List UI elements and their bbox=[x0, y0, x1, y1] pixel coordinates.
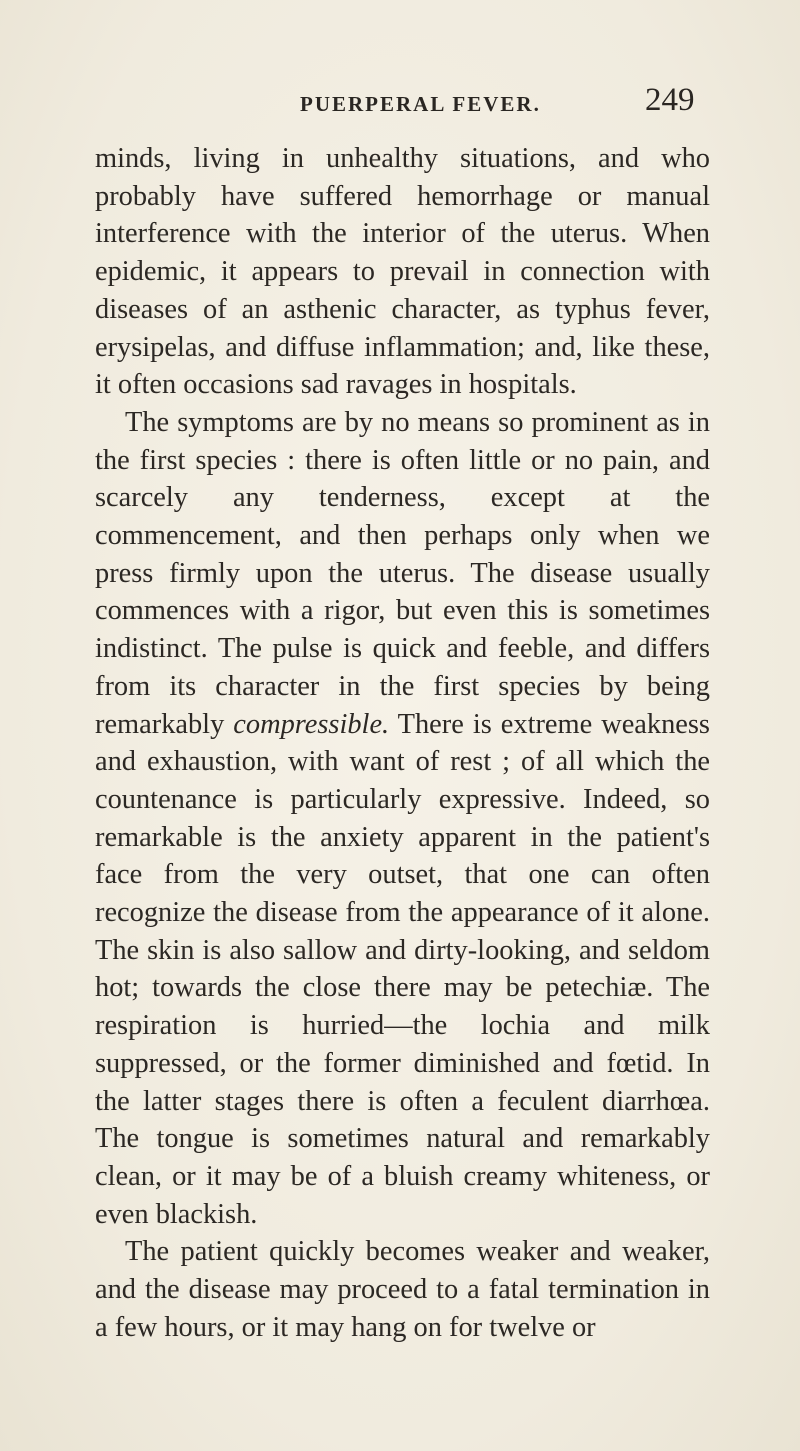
page-number: 249 bbox=[645, 82, 695, 118]
emphasis-compressible: compressible. bbox=[233, 708, 390, 740]
paragraph-symptoms-text-before: The symptoms are by no means so prominent as in the first species : there is often little or no pain, and scarcely any tenderness, except at the commencement, and then perhaps only when we press firmly upon the uterus. The disease usually commences with a rigor, but even this is sometimes indistinct. The pulse is quick and feeble, and differs from its character in the first species by being remarkably bbox=[95, 406, 710, 740]
paragraph-prognosis: The patient quickly becomes weaker and weaker, and the disease may proceed to a fatal termination in a few hours, or it may hang on for twelve or bbox=[95, 1236, 710, 1343]
page-header bbox=[60, 80, 740, 130]
paragraph-symptoms bbox=[95, 404, 710, 1233]
paragraph-continuation: minds, living in unhealthy situations, and who probably have suffered hemorrhage or manual interference with the interior of the uterus. When epidemic, it appears to prevail in connection with diseases of an asthenic character, as typhus fever, erysipelas, and diffuse inflammation; and, like these, it often occasions sad ravages in hospitals. bbox=[95, 143, 710, 401]
paragraph-symptoms-text-after: There is extreme weakness and exhaustion, with want of rest ; of all which the countenance is particularly expressive. Indeed, so remarkable is the anxiety apparent in the patient's face from the very outset, that one can often recognize the disease from the appearance of it alone. The skin is also sallow and dirty-looking, and seldom hot; towards the close there may be petechiæ. The respiration is hurried—the lochia and milk suppressed, or the former diminished and fœtid. In the latter stages there is often a feculent diarrhœa. The tongue is sometimes natural and remarkably clean, or it may be of a bluish creamy whiteness, or even blackish. bbox=[95, 708, 710, 1230]
running-title: PUERPERAL FEVER. bbox=[300, 92, 541, 116]
body-text bbox=[95, 140, 710, 1347]
